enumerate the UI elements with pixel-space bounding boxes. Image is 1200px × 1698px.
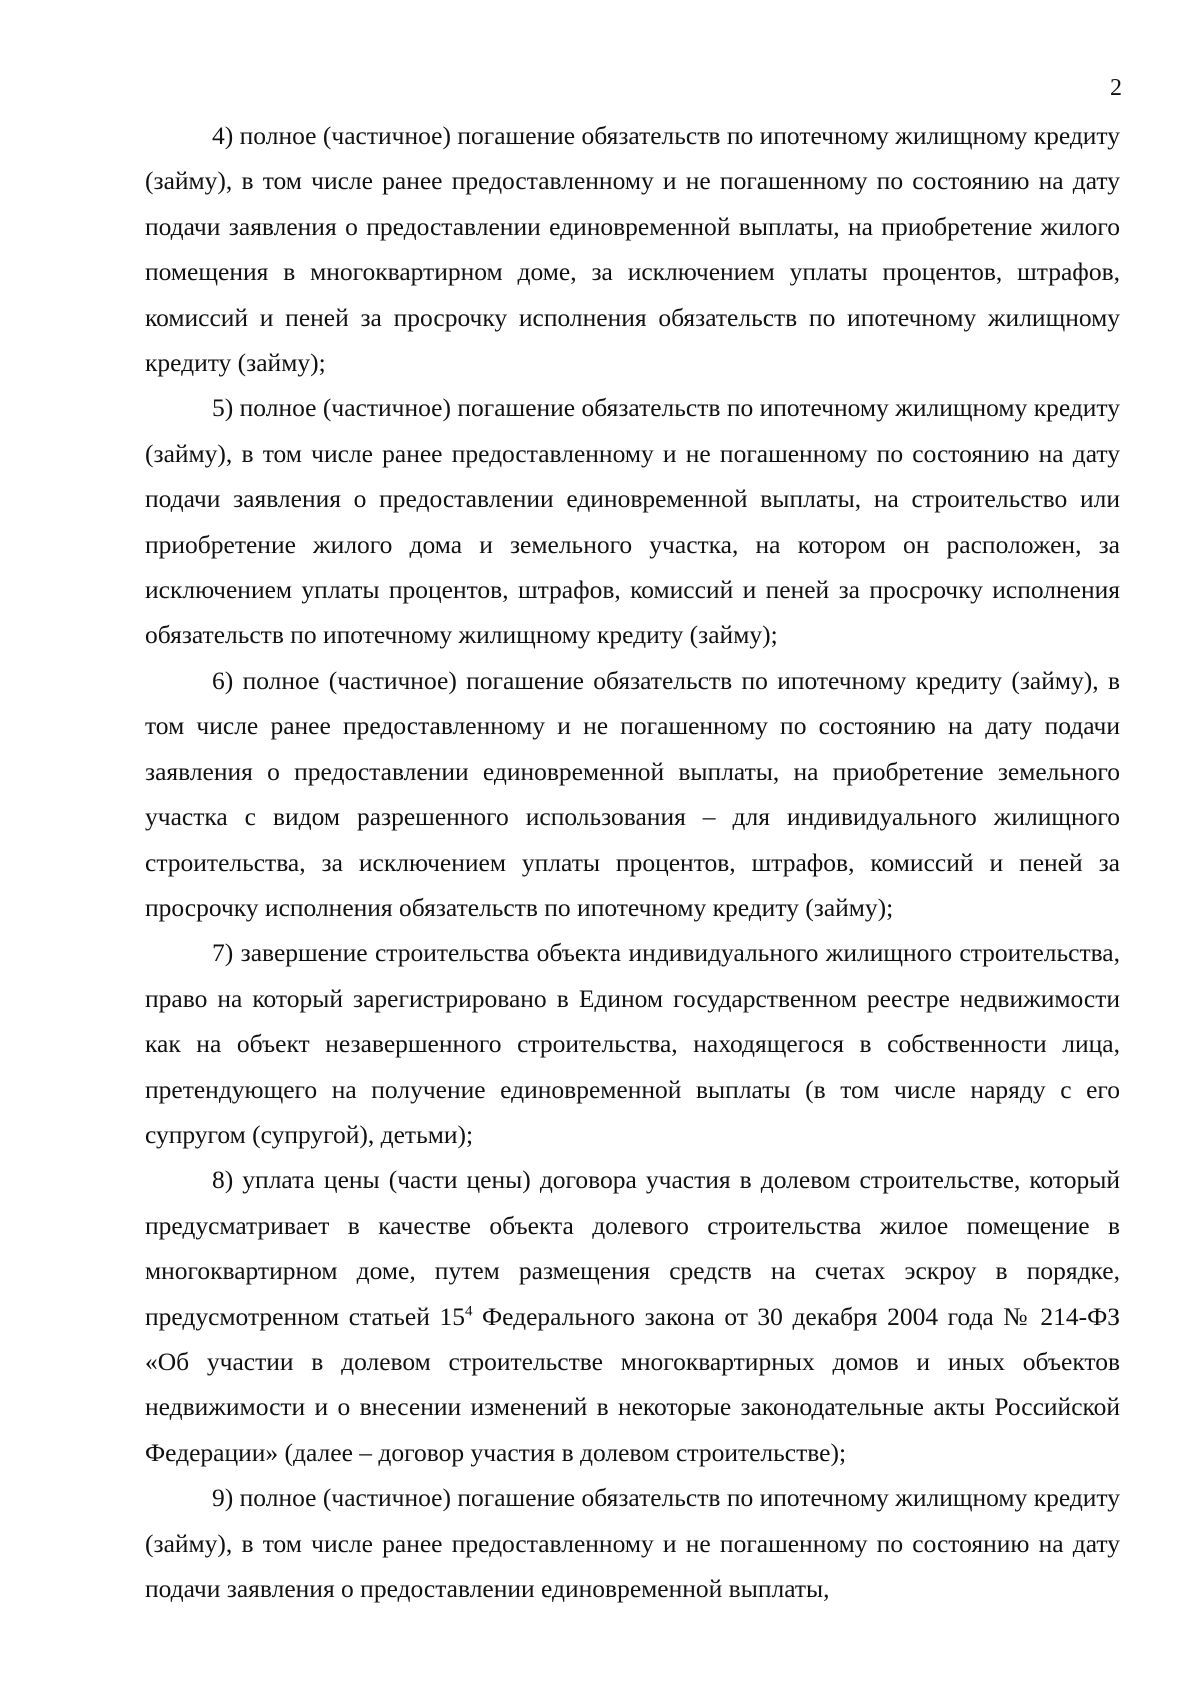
- paragraph-item-7: 7) завершение строительства объекта индивидуального жилищного строительства, право на который зарегистрировано в Едином государственном реестре недвижимости как на объект незавершенного строительства, находящегося в собственности лица, претендующего на получение единовременной выплаты (в том числе наряду с его супругом (супругой), детьми);: [145, 938, 1120, 1149]
- paragraph-item-9: 9) полное (частичное) погашение обязательств по ипотечному жилищному кредиту (займу), в том числе ранее предоставленному и не погашенному по состоянию на дату подачи заявления о предоставлении единовременной выплаты,: [145, 1483, 1120, 1603]
- page-number: 2: [1110, 75, 1122, 101]
- paragraph-item-4: 4) полное (частичное) погашение обязательств по ипотечному жилищному кредиту (займу), в том числе ранее предоставленному и не погашенному по состоянию на дату подачи заявления о предоставлении единовременной выплаты, на приобретение жилого помещения в многоквартирном доме, за исключением уплаты процентов, штрафов, комиссий и пеней за просрочку исполнения обязательств по ипотечному жилищному кредиту (займу);: [145, 121, 1120, 378]
- paragraph-item-8-text-after: Федерального закона от 30 декабря 2004 года № 214-ФЗ «Об участии в долевом строительстве многоквартирных домов и иных объектов недвижимости и о внесении изменений в некоторые законодательные акты Российской Федерации» (далее – договор участия в долевом строительстве);: [145, 1301, 1120, 1467]
- paragraph-item-5: 5) полное (частичное) погашение обязательств по ипотечному жилищному кредиту (займу), в том числе ранее предоставленному и не погашенному по состоянию на дату подачи заявления о предоставлении единовременной выплаты, на строительство или приобретение жилого дома и земельного участка, на котором он расположен, за исключением уплаты процентов, штрафов, комиссий и пеней за просрочку исполнения обязательств по ипотечному жилищному кредиту (займу);: [145, 393, 1120, 650]
- document-body: [145, 113, 1120, 1611]
- paragraph-item-8-text-before: 8) уплата цены (части цены) договора участия в долевом строительстве, который предусматривает в качестве объекта долевого строительства жилое помещение в многоквартирном доме, путем размещения средств на счетах эскроу в порядке, предусмотренном статьей 15: [145, 1165, 1120, 1331]
- article-superscript: 4: [464, 1303, 473, 1320]
- paragraph-item-6: 6) полное (частичное) погашение обязательств по ипотечному кредиту (займу), в том числе ранее предоставленному и не погашенному по состоянию на дату подачи заявления о предоставлении единовременной выплаты, на приобретение земельного участка с видом разрешенного использования – для индивидуального жилищного строительства, за исключением уплаты процентов, штрафов, комиссий и пеней за просрочку исполнения обязательств по ипотечному кредиту (займу);: [145, 665, 1120, 922]
- paragraph-item-8: [145, 1157, 1120, 1475]
